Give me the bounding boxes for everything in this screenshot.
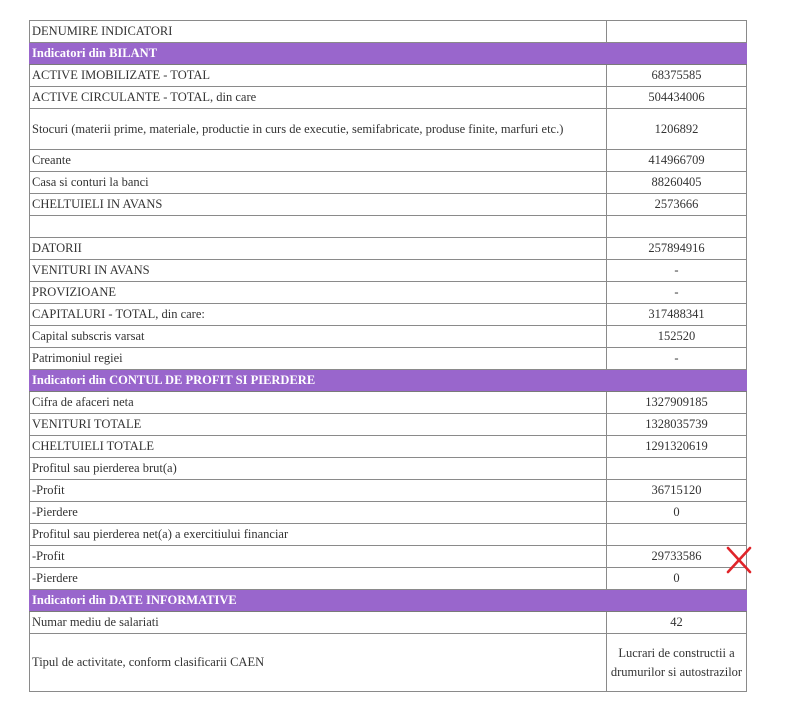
group-header-value <box>607 43 747 65</box>
indicator-value-cell: 1206892 <box>607 109 747 150</box>
indicator-name-cell: Stocuri (materii prime, materiale, productie in curs de executie, semifabricate, produse finite, marfuri etc.) <box>30 109 607 150</box>
indicator-name-cell: -Profit <box>30 480 607 502</box>
indicator-name-cell: Profitul sau pierderea net(a) a exercitiului financiar <box>30 524 607 546</box>
table-row <box>30 348 747 370</box>
financial-indicators-table <box>29 20 747 692</box>
indicator-value-cell: 1291320619 <box>607 436 747 458</box>
indicator-value-cell: - <box>607 282 747 304</box>
group-header-row <box>30 43 747 65</box>
indicator-value-cell: 1327909185 <box>607 392 747 414</box>
table-row <box>30 194 747 216</box>
indicator-value-cell: 29733586 <box>607 546 747 568</box>
header-value-cell <box>607 21 747 43</box>
table-row <box>30 568 747 590</box>
indicator-name-cell: VENITURI IN AVANS <box>30 260 607 282</box>
table-body <box>30 21 747 692</box>
indicator-value-cell: 1328035739 <box>607 414 747 436</box>
table-row <box>30 109 747 150</box>
group-header-label: Indicatori din BILANT <box>30 43 607 65</box>
table-row <box>30 65 747 87</box>
indicator-value-cell: - <box>607 260 747 282</box>
group-header-value <box>607 370 747 392</box>
group-header-value <box>607 590 747 612</box>
table-row <box>30 172 747 194</box>
indicator-value-cell <box>607 458 747 480</box>
table-row <box>30 480 747 502</box>
indicator-name-cell: CHELTUIELI TOTALE <box>30 436 607 458</box>
table-row <box>30 524 747 546</box>
group-header-row <box>30 590 747 612</box>
table-row <box>30 326 747 348</box>
indicator-name-cell: -Profit <box>30 546 607 568</box>
indicator-value-cell: - <box>607 348 747 370</box>
table-row <box>30 304 747 326</box>
indicator-name-cell: Cifra de afaceri neta <box>30 392 607 414</box>
table-row <box>30 436 747 458</box>
table-row <box>30 458 747 480</box>
indicator-value-cell: 414966709 <box>607 150 747 172</box>
table-row <box>30 150 747 172</box>
indicator-value-cell: 88260405 <box>607 172 747 194</box>
indicator-name-cell: Patrimoniul regiei <box>30 348 607 370</box>
indicator-name-cell: CAPITALURI - TOTAL, din care: <box>30 304 607 326</box>
indicator-name-cell: Creante <box>30 150 607 172</box>
table-row <box>30 260 747 282</box>
indicator-name-cell: Numar mediu de salariati <box>30 612 607 634</box>
table-row <box>30 634 747 692</box>
indicator-value-cell: 42 <box>607 612 747 634</box>
indicator-value-cell: 317488341 <box>607 304 747 326</box>
indicator-value-cell: 152520 <box>607 326 747 348</box>
table-row <box>30 612 747 634</box>
table-header-row <box>30 21 747 43</box>
indicator-value-cell: 504434006 <box>607 87 747 109</box>
table-row <box>30 414 747 436</box>
indicator-value-cell: 257894916 <box>607 238 747 260</box>
indicator-value-cell <box>607 216 747 238</box>
indicator-name-cell: ACTIVE IMOBILIZATE - TOTAL <box>30 65 607 87</box>
indicator-name-cell: ACTIVE CIRCULANTE - TOTAL, din care <box>30 87 607 109</box>
table-row <box>30 546 747 568</box>
indicator-value-cell: 0 <box>607 568 747 590</box>
indicator-name-cell: CHELTUIELI IN AVANS <box>30 194 607 216</box>
indicator-value-cell: 36715120 <box>607 480 747 502</box>
table-row <box>30 87 747 109</box>
indicator-value-cell <box>607 524 747 546</box>
table-row <box>30 392 747 414</box>
table-row <box>30 216 747 238</box>
indicator-name-cell: VENITURI TOTALE <box>30 414 607 436</box>
indicator-name-cell: Casa si conturi la banci <box>30 172 607 194</box>
table-row <box>30 282 747 304</box>
table-row <box>30 502 747 524</box>
group-header-row <box>30 370 747 392</box>
group-header-label: Indicatori din DATE INFORMATIVE <box>30 590 607 612</box>
indicator-name-cell: PROVIZIOANE <box>30 282 607 304</box>
table-row <box>30 238 747 260</box>
indicator-name-cell: Capital subscris varsat <box>30 326 607 348</box>
indicator-value-cell: Lucrari de constructii a drumurilor si autostrazilor <box>607 634 747 692</box>
indicator-value-cell: 2573666 <box>607 194 747 216</box>
indicator-name-cell: -Pierdere <box>30 568 607 590</box>
indicators-table-wrapper <box>29 20 747 692</box>
red-x-mark-icon <box>725 545 753 575</box>
indicator-name-cell <box>30 216 607 238</box>
indicator-name-cell: Profitul sau pierderea brut(a) <box>30 458 607 480</box>
group-header-label: Indicatori din CONTUL DE PROFIT SI PIERDERE <box>30 370 607 392</box>
indicator-value-cell: 0 <box>607 502 747 524</box>
indicator-name-cell: Tipul de activitate, conform clasificarii CAEN <box>30 634 607 692</box>
header-name-cell: DENUMIRE INDICATORI <box>30 21 607 43</box>
indicator-name-cell: DATORII <box>30 238 607 260</box>
indicator-value-cell: 68375585 <box>607 65 747 87</box>
indicator-name-cell: -Pierdere <box>30 502 607 524</box>
